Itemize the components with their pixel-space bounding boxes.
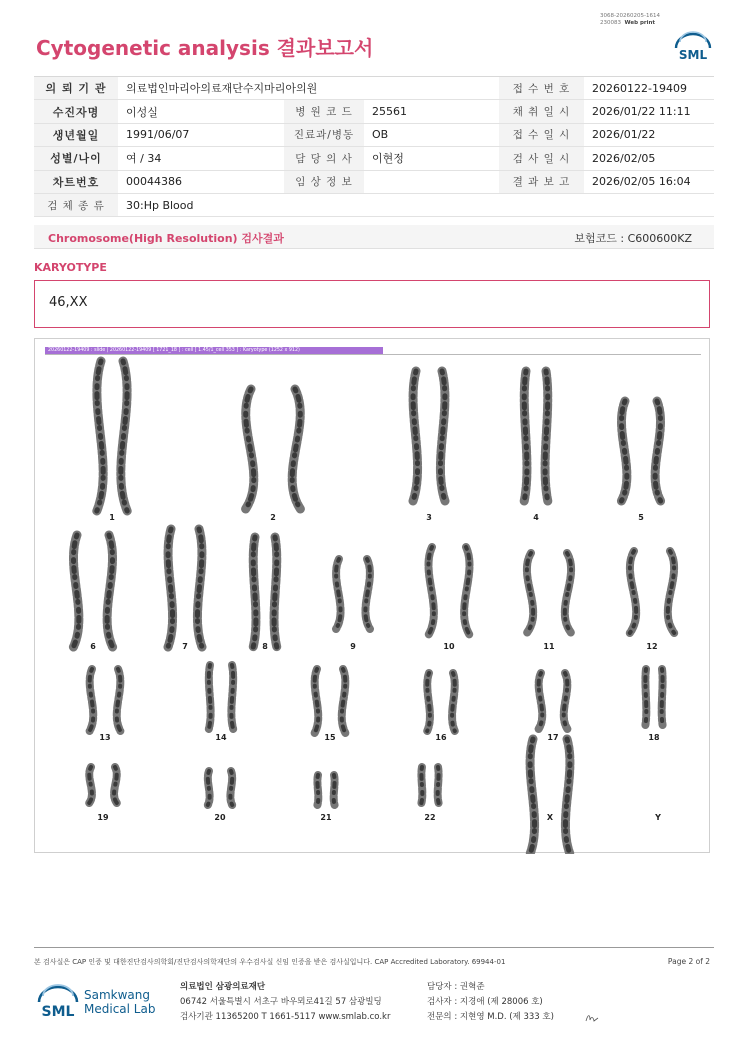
receipt-no-value: 20260122-19409 [584,77,714,100]
sex-age-value: 여 / 34 [118,147,284,170]
chart-no-value: 00044386 [118,170,284,193]
chromosome-pair-15 [315,669,346,733]
info-row-5 [34,170,714,193]
chromosome-pair-3 [413,371,445,501]
chromosome-label-2: 2 [270,513,276,522]
info-row-3 [34,123,714,146]
examiner-line: 검사자 : 지경애 (제 28006 호) [427,997,543,1007]
chromosome-label-15: 15 [324,733,336,742]
chromosome-label-11: 11 [543,642,555,651]
report-date-value: 2026/02/05 16:04 [584,170,714,193]
chromosome-label-1: 1 [109,513,115,522]
chromosome-label-y: Y [655,813,661,822]
karyotype-result: 46,XX [49,295,88,310]
chromosome-label-6: 6 [90,642,96,651]
chromosome-label-8: 8 [262,642,268,651]
chromosome-label-16: 16 [435,733,447,742]
chromosome-pair-20 [208,771,232,805]
org-name: 의료법인 삼광의료재단 [180,982,266,992]
chromosome-label-22: 22 [424,813,436,822]
clinical-info-value [364,170,499,193]
hospital-code-value: 25561 [364,100,499,123]
requesting-inst-label: 의 뢰 기 관 [34,77,118,100]
chromosome-drawing [35,339,711,854]
patient-name-label: 수진자명 [34,100,118,123]
chromosome-pair-16 [427,673,455,731]
chromosome-pair-21 [317,775,334,805]
specialist-line: 전문의 : 지현영 M.D. (제 333 호) [427,1012,554,1022]
chromosome-label-17: 17 [547,733,559,742]
collection-date-label: 채 취 일 시 [499,100,584,123]
chromosome-pair-9 [336,559,370,629]
footer-divider [34,947,714,948]
chromosome-pair-7 [168,529,202,647]
chromosome-pair-x [530,739,570,854]
chromosome-label-4: 4 [533,513,539,522]
page-number: Page 2 of 2 [667,957,710,966]
chromosome-pair-11 [527,553,571,633]
chromosome-pair-8 [253,537,277,647]
organization-info [180,980,390,1025]
receipt-date-value: 2026/01/22 [584,123,714,146]
chromosome-pair-5 [621,401,660,501]
chromosome-label-3: 3 [426,513,432,522]
chromosome-pair-12 [630,551,674,633]
chromosome-pair-2 [246,389,301,509]
chromosome-pair-10 [428,547,469,635]
org-contact: 검사기관 11365200 T 1661-5117 www.smlab.co.kr [180,1012,391,1022]
brand-line2: Medical Lab [84,1002,156,1016]
accreditation-note: 본 검사실은 CAP 인증 및 대한진단검사의학회/진단검사의학재단의 우수검사실 신임 인증을 받은 검사실입니다. CAP Accredited Laboratory. 69944-01 [34,958,506,966]
department-label: 진료과/병동 [284,123,364,146]
receipt-no-label: 접 수 번 호 [499,77,584,100]
patient-name-value: 이성실 [118,100,284,123]
chromosome-label-x: X [546,813,554,822]
chromosome-pair-4 [524,371,548,501]
chromosome-label-18: 18 [648,733,660,742]
chromosome-label-13: 13 [99,733,111,742]
test-date-label: 검 사 일 시 [499,147,584,170]
web-print-label: Web print [624,20,656,26]
karyogram-image [34,338,710,853]
test-date-value: 2026/02/05 [584,147,714,170]
staff-info [427,980,554,1025]
document-id [600,13,660,27]
karyotype-label: KARYOTYPE [34,261,107,274]
sml-footer-logo-icon [36,980,80,1024]
doctor-value: 이현정 [364,147,499,170]
clinical-info-label: 임 상 정 보 [284,170,364,193]
info-row-1 [34,77,714,100]
chromosome-pair-13 [90,669,121,731]
signature-icon [584,1012,600,1024]
brand-line1: Samkwang [84,988,150,1002]
manager-line: 담당자 : 권혁준 [427,982,485,992]
insurance-code: 보험코드 : C600600KZ [574,232,692,245]
patient-info-table [34,76,714,217]
chromosome-pair-6 [73,535,112,647]
chromosome-pair-1 [97,361,127,511]
karyogram-header: 20260122-19409 : slide | 20260122-19409 [ 1721_18 ] : cell [ 1.45/1_cell 353 ] : Karyotype (1252 x 912) [45,347,383,355]
birth-date-value: 1991/06/07 [118,123,284,146]
report-date-label: 결 과 보 고 [499,170,584,193]
requesting-inst-value: 의료법인마리아의료재단수지마리아의원 [118,77,499,100]
doc-id-line2: 230083 [600,20,621,26]
specimen-value: 30:Hp Blood [118,193,714,216]
sml-logo-icon [672,28,714,64]
info-row-4 [34,147,714,170]
chromosome-pair-22 [421,767,438,803]
org-address: 06742 서울특별시 서초구 바우뫼로41길 57 삼광빌딩 [180,997,382,1007]
chromosome-label-5: 5 [638,513,644,522]
chromosome-label-21: 21 [320,813,332,822]
chart-no-label: 차트번호 [34,170,118,193]
doc-id-line1: 3068-20260205-1614 [600,13,660,19]
chromosome-pair-19 [89,767,117,803]
department-value: OB [364,123,499,146]
chromosome-label-20: 20 [214,813,226,822]
chromosome-label-14: 14 [215,733,227,742]
hospital-code-label: 병 원 코 드 [284,100,364,123]
brand-name [84,988,164,1016]
sex-age-label: 성별/나이 [34,147,118,170]
page-title: Cytogenetic analysis 결과보고서 [36,36,374,60]
chromosome-label-19: 19 [97,813,109,822]
info-row-2 [34,100,714,123]
chromosome-label-10: 10 [443,642,455,651]
doctor-label: 담 당 의 사 [284,147,364,170]
chromosome-pair-17 [539,673,568,729]
receipt-date-label: 접 수 일 시 [499,123,584,146]
chromosome-label-7: 7 [182,642,188,651]
result-section-header [34,225,714,249]
specimen-label: 검 체 종 류 [34,193,118,216]
chromosome-pair-18 [645,669,662,725]
sml-footer-logo-text: SML [41,1004,75,1020]
chromosome-label-9: 9 [350,642,356,651]
sml-logo-text: SML [678,48,708,62]
chromosome-pair-14 [209,665,233,729]
birth-date-label: 생년월일 [34,123,118,146]
karyotype-result-box [34,280,710,328]
info-row-6 [34,193,714,216]
result-section-title: Chromosome(High Resolution) 검사결과 [48,232,284,245]
chromosome-label-12: 12 [646,642,658,651]
collection-date-value: 2026/01/22 11:11 [584,100,714,123]
